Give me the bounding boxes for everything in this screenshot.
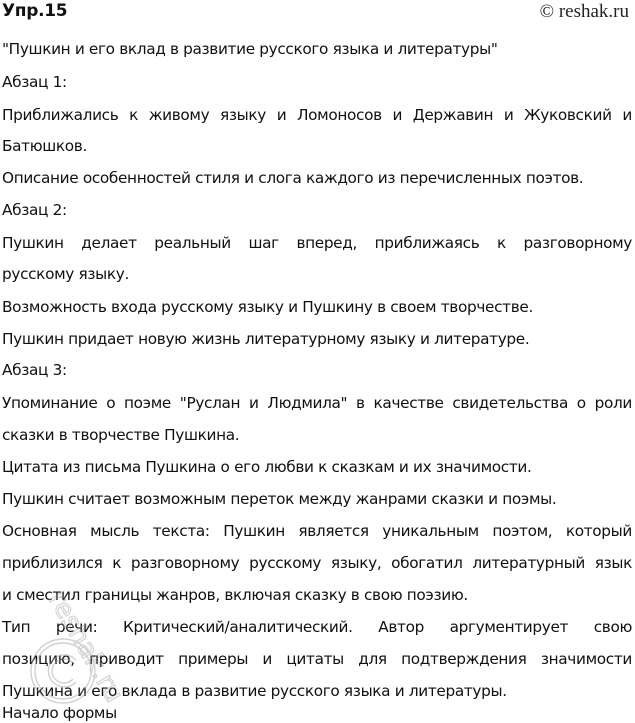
- speech-type-line-2: позицию, приводит примеры и цитаты для подтверждения значимости: [2, 650, 632, 668]
- speech-type-line-1: Тип речи: Критический/аналитический. Автор аргументирует свою: [2, 618, 632, 636]
- section-2-line-2: русскому языку.: [2, 265, 129, 283]
- section-3-line-3: Цитата из письма Пушкина о его любви к сказкам и их значимости.: [2, 458, 532, 476]
- section-2-line-3: Возможность входа русскому языку и Пушкину в своем творчестве.: [2, 298, 533, 316]
- main-idea-line-1: Основная мысль текста: Пушкин является уникальным поэтом, который: [2, 522, 632, 540]
- section-3-line-1: Упоминание о поэме "Руслан и Людмила" в качестве свидетельства о роли: [2, 394, 632, 412]
- form-start-label: Начало формы: [2, 704, 117, 722]
- section-3-line-4: Пушкин считает возможным переток между жанрами сказки и поэмы.: [2, 490, 557, 508]
- exercise-number: Упр.15: [2, 1, 68, 21]
- section-heading-2: Абзац 2:: [2, 201, 67, 219]
- section-1-line-2: Батюшков.: [2, 137, 87, 155]
- section-2-line-1: Пушкин делает реальный шаг вперед, приближаясь к разговорному: [2, 234, 632, 252]
- section-1-line-3: Описание особенностей стиля и слога каждого из перечисленных поэтов.: [2, 169, 584, 187]
- section-2-line-4: Пушкин придает новую жизнь литературному языку и литературе.: [2, 330, 530, 348]
- main-idea-line-3: и сместил границы жанров, включая сказку в свою поэзию.: [2, 586, 468, 604]
- section-1-line-1: Приближались к живому языку и Ломоносов и Державин и Жуковский и: [2, 106, 632, 124]
- section-heading-3: Абзац 3:: [2, 361, 67, 379]
- document-title: "Пушкин и его вклад в развитие русского языка и литературы": [2, 40, 498, 58]
- speech-type-line-3: Пушкина и его вклада в развитие русского языка и литературы.: [2, 682, 507, 700]
- watermark-text: reshak.ru: [41, 586, 130, 708]
- section-3-line-2: сказки в творчестве Пушкина.: [2, 426, 240, 444]
- section-heading-1: Абзац 1:: [2, 73, 67, 91]
- main-idea-line-2: приблизился к разговорному русскому языку, обогатил литературный язык: [2, 554, 632, 572]
- page-header: [0, 0, 635, 26]
- copyright-label: © reshak.ru: [539, 1, 629, 22]
